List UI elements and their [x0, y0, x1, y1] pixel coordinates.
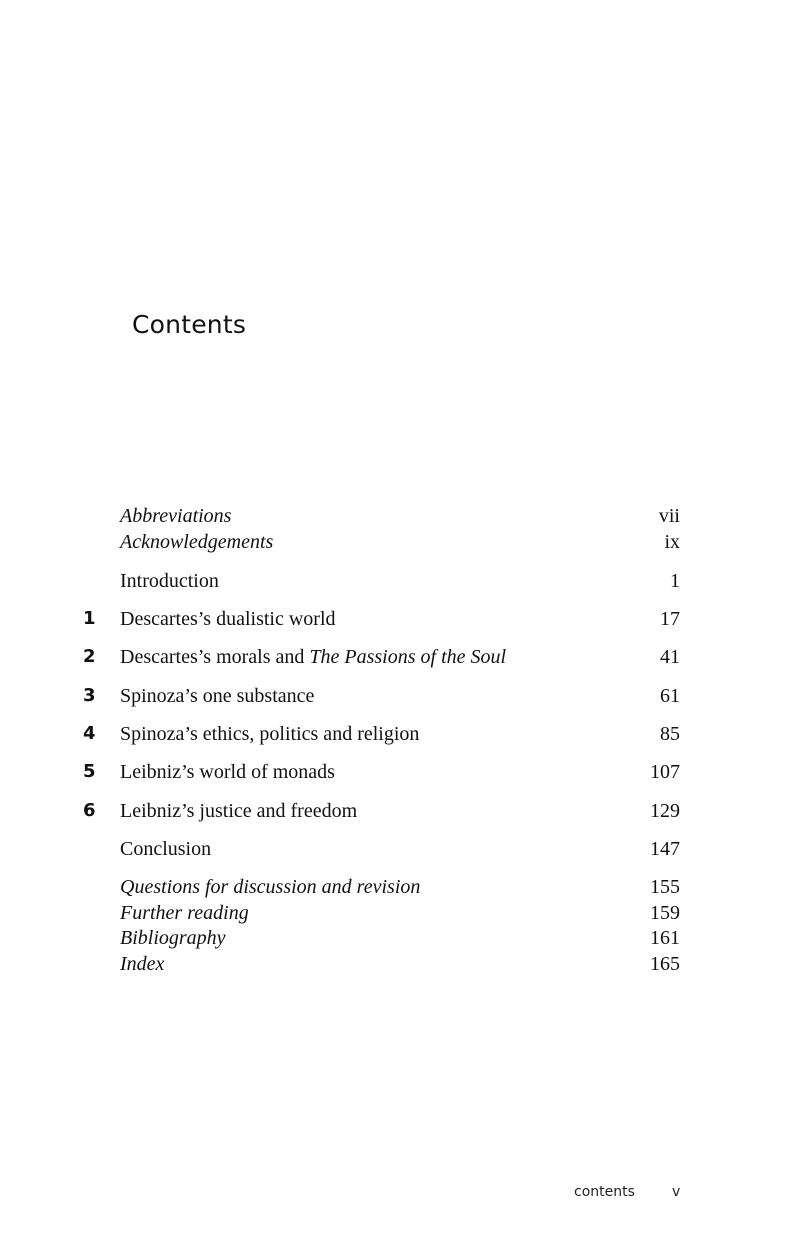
toc-entry-page: 1: [670, 570, 680, 592]
toc-entry-page: 155: [650, 876, 680, 898]
toc-entry-title: [120, 644, 506, 670]
toc-entry-introduction[interactable]: [0, 568, 800, 594]
toc-entry-questions[interactable]: [0, 874, 800, 900]
folio-page-number: v: [672, 1184, 681, 1200]
toc-entry-page: 17: [660, 608, 680, 630]
toc-entry-page: 165: [650, 953, 680, 975]
toc-entry-title: Questions for discussion and revision: [120, 876, 421, 898]
toc-entry-page: 85: [660, 723, 680, 745]
toc-chapter-1[interactable]: [0, 606, 800, 632]
toc-entry-title: Spinoza’s one substance: [120, 685, 315, 707]
toc-entry-title: Further reading: [120, 902, 249, 924]
toc-entry-further-reading[interactable]: [0, 900, 800, 926]
toc-entry-title: Abbreviations: [120, 505, 232, 527]
toc-entry-bibliography[interactable]: [0, 925, 800, 951]
chapter-number: 3: [83, 685, 96, 706]
running-footer-label: contents: [574, 1184, 635, 1200]
toc-entry-page: 107: [650, 761, 680, 783]
toc-entry-page: 147: [650, 838, 680, 860]
toc-entry-title-italic: The Passions of the Soul: [309, 646, 507, 668]
toc-entry-title: Descartes’s dualistic world: [120, 608, 336, 630]
toc-entry-title: Introduction: [120, 570, 219, 592]
toc-entry-title: Spinoza’s ethics, politics and religion: [120, 723, 420, 745]
toc-entry-page: 159: [650, 902, 680, 924]
chapter-number: 4: [83, 723, 96, 744]
toc-chapter-4[interactable]: [0, 721, 800, 747]
toc-entry-page: 129: [650, 800, 680, 822]
toc-entry-acknowledgements[interactable]: [0, 529, 800, 555]
chapter-number: 2: [83, 646, 96, 667]
toc-entry-title: Bibliography: [120, 927, 226, 949]
chapter-number: 1: [83, 608, 96, 629]
chapter-number: 5: [83, 761, 96, 782]
chapter-number: 6: [83, 800, 96, 821]
toc-entry-page: 161: [650, 927, 680, 949]
toc-chapter-5[interactable]: [0, 759, 800, 785]
toc-entry-title: Leibniz’s justice and freedom: [120, 800, 358, 822]
toc-entry-page: ix: [664, 531, 680, 553]
toc-entry-abbreviations[interactable]: [0, 503, 800, 529]
toc-entry-title: Index: [120, 953, 165, 975]
toc-entry-index[interactable]: [0, 951, 800, 977]
toc-chapter-3[interactable]: [0, 683, 800, 709]
page-title: Contents: [132, 310, 247, 339]
toc-entry-page: 41: [660, 646, 680, 668]
toc-entry-page: 61: [660, 685, 680, 707]
toc-entry-title-prefix: Descartes’s morals and: [120, 646, 310, 668]
toc-chapter-6[interactable]: [0, 798, 800, 824]
toc-entry-title: Acknowledgements: [120, 531, 274, 553]
toc-entry-title: Conclusion: [120, 838, 212, 860]
toc-entry-conclusion[interactable]: [0, 836, 800, 862]
toc-entry-title: Leibniz’s world of monads: [120, 761, 335, 783]
toc-chapter-2[interactable]: [0, 644, 800, 670]
toc-entry-page: vii: [658, 505, 680, 527]
